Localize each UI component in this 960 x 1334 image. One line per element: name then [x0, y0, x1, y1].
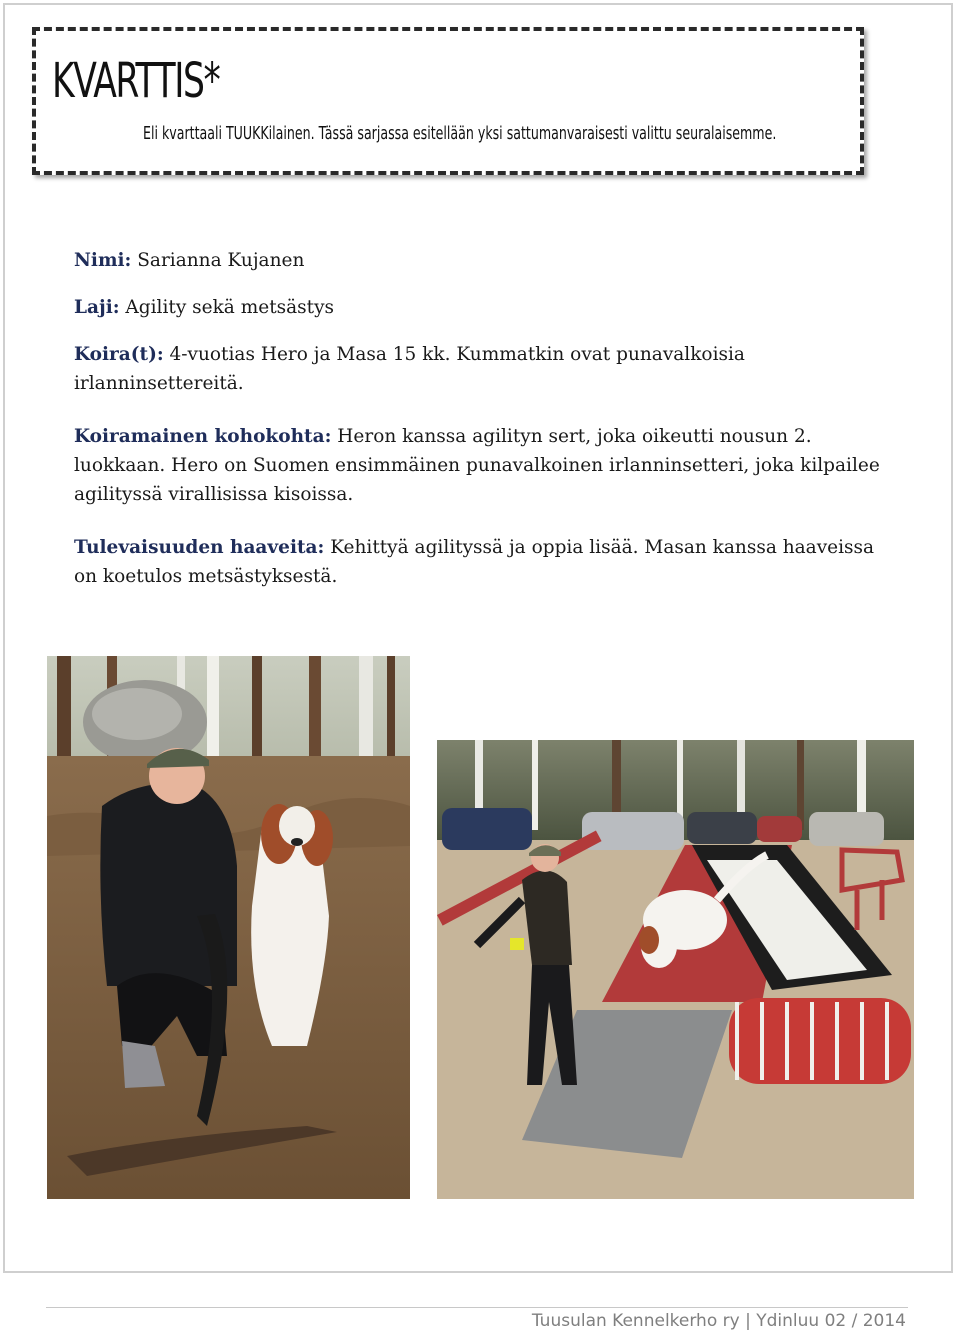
dreams-field [74, 533, 884, 591]
photo-woman-with-setter-image [47, 656, 410, 1199]
highlight-field [74, 422, 884, 509]
name-field [74, 246, 884, 275]
photo-agility-aframe [437, 740, 914, 1199]
dogs-label: Koira(t): [74, 344, 164, 365]
photo-woman-with-setter [47, 656, 410, 1199]
photo-agility-aframe-image [437, 740, 914, 1199]
header-box [32, 27, 864, 175]
page-subtitle: Eli kvarttaali TUUKKilainen. Tässä sarjassa esitellään yksi sattumanvaraisesti valittu seuralaisemme. [143, 123, 777, 144]
highlight-label: Koiramainen kohokohta: [74, 426, 332, 447]
dogs-field [74, 340, 884, 398]
highlight-value: Heron kanssa agilityn sert, joka oikeutti nousun 2. luokkaan. Hero on Suomen ensimmäinen punavalkoinen irlanninsetteri, joka kilpailee agilityssä virallisissa kisoissa. [74, 426, 880, 505]
footer-publication: Tuusulan Kennelkerho ry | Ydinluu 02 / 2014 [531, 1311, 906, 1331]
footer-divider [46, 1307, 908, 1308]
dreams-value: Kehittyä agilityssä ja oppia lisää. Masan kanssa haaveissa on koetulos metsästyksestä. [74, 537, 875, 587]
sport-label: Laji: [74, 297, 120, 318]
sport-value: Agility sekä metsästys [119, 297, 335, 318]
name-label: Nimi: [74, 250, 132, 271]
dogs-value: 4-vuotias Hero ja Masa 15 kk. Kummatkin ovat punavalkoisia irlanninsettereitä. [74, 344, 745, 394]
sport-field [74, 293, 884, 322]
name-value: Sarianna Kujanen [131, 250, 305, 271]
dreams-label: Tulevaisuuden haaveita: [74, 537, 325, 558]
profile-content [74, 246, 884, 591]
page-title: KVARTTIS* [52, 53, 220, 109]
